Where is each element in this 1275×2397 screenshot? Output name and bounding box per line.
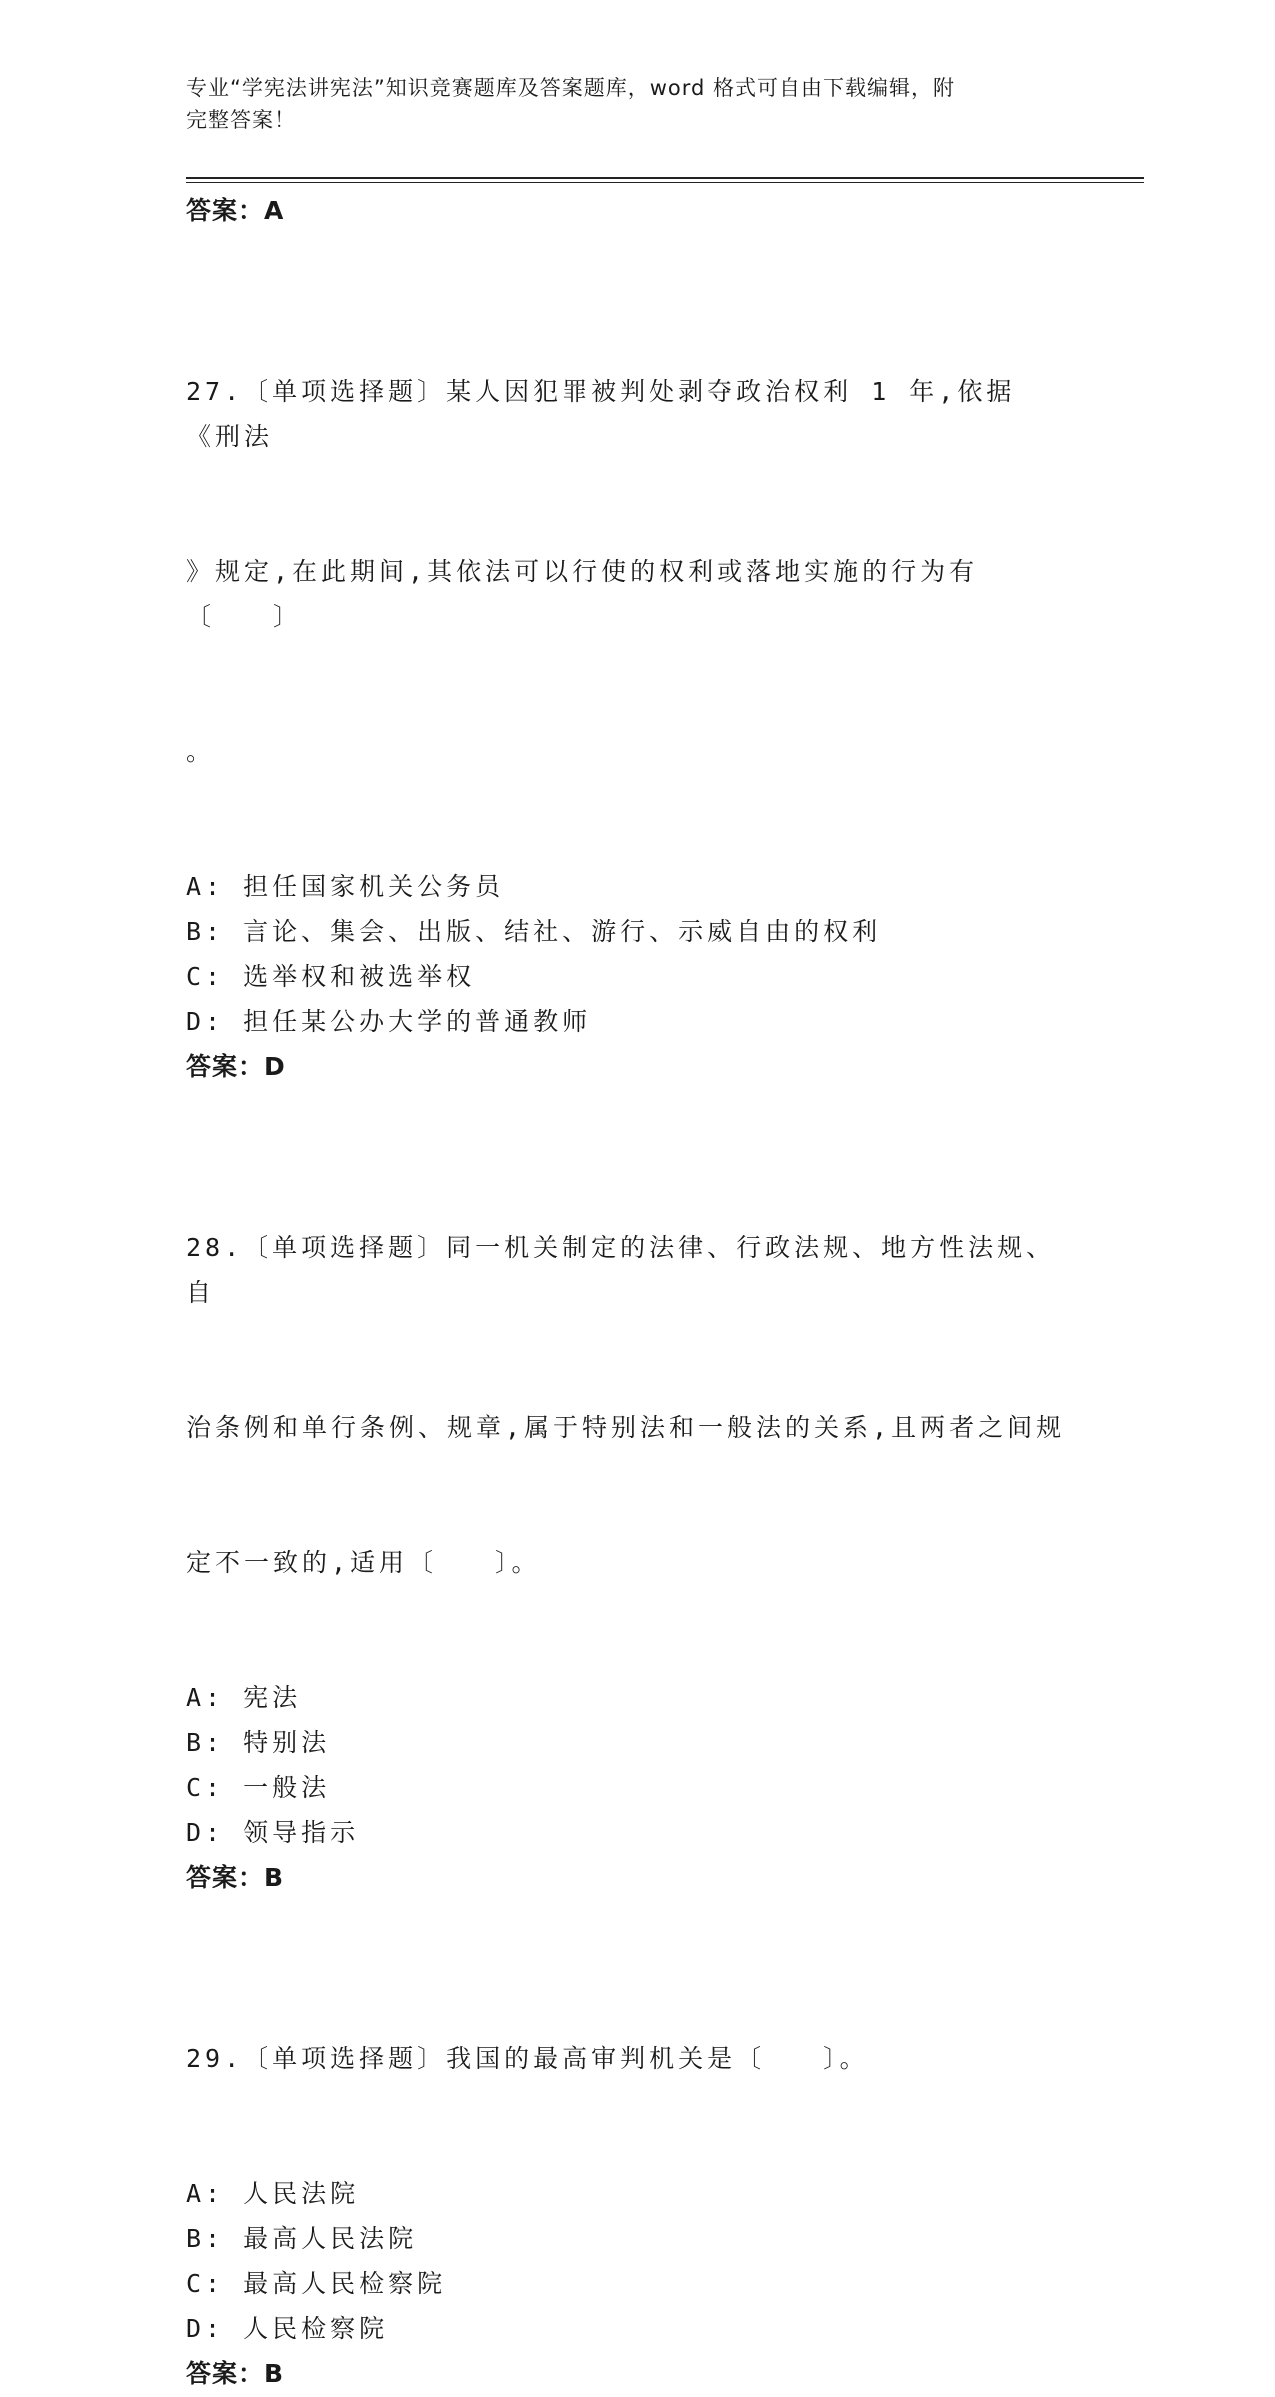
header-line-1: 专业“学宪法讲宪法”知识竞赛题库及答案题库，word 格式可自由下载编辑，附 [186,76,956,100]
question-29 [186,1946,1086,2397]
option-b: B: 特别法 [186,1728,331,1757]
answer-q27: 答案：D [186,1052,286,1081]
option-c: C: 最高人民检察院 [186,2269,447,2298]
option-a: A: 担任国家机关公务员 [186,872,505,901]
option-b: B: 言论、集会、出版、结社、游行、示威自由的权利 [186,917,882,946]
header-rule-thin [186,182,1144,183]
stem-line: 》规定,在此期间,其依法可以行使的权利或落地实施的行为有〔 〕 [186,557,979,631]
stem-line: 28.〔单项选择题〕同一机关制定的法律、行政法规、地方性法规、自 [186,1233,1056,1307]
option-a: A: 宪法 [186,1683,302,1712]
spacer [186,234,1086,279]
question-stem [186,1946,1066,2171]
option-c: C: 一般法 [186,1773,331,1802]
option-d: D: 领导指示 [186,1818,360,1847]
stem-line: 治条例和单行条例、规章,属于特别法和一般法的关系,且两者之间规 [186,1413,1066,1442]
answer-q29: 答案：B [186,2359,285,2388]
header-rule-thick [186,177,1144,179]
stem-line: 。 [186,737,216,766]
option-a: A: 人民法院 [186,2179,360,2208]
stem-line: 27.〔单项选择题〕某人因犯罪被判处剥夺政治权利 1 年,依据《刑法 [186,377,1016,451]
option-d: D: 担任某公办大学的普通教师 [186,1007,592,1036]
question-stem [186,279,1066,864]
option-d: D: 人民检察院 [186,2314,389,2343]
answer-q26: 答案：A [186,196,285,225]
stem-line: 29.〔单项选择题〕我国的最高审判机关是〔 〕。 [186,2044,869,2073]
answer-q28: 答案：B [186,1863,285,1892]
document-body [186,188,1086,2397]
header-line-2: 完整答案！ [186,108,296,132]
option-c: C: 选举权和被选举权 [186,962,476,991]
question-28 [186,1135,1086,1901]
question-stem [186,1135,1066,1675]
option-b: B: 最高人民法院 [186,2224,418,2253]
stem-line: 定不一致的,适用〔 〕。 [186,1548,541,1577]
page-header [186,72,1066,136]
spacer [186,1090,1086,1135]
spacer [186,1901,1086,1946]
question-27 [186,279,1086,1090]
